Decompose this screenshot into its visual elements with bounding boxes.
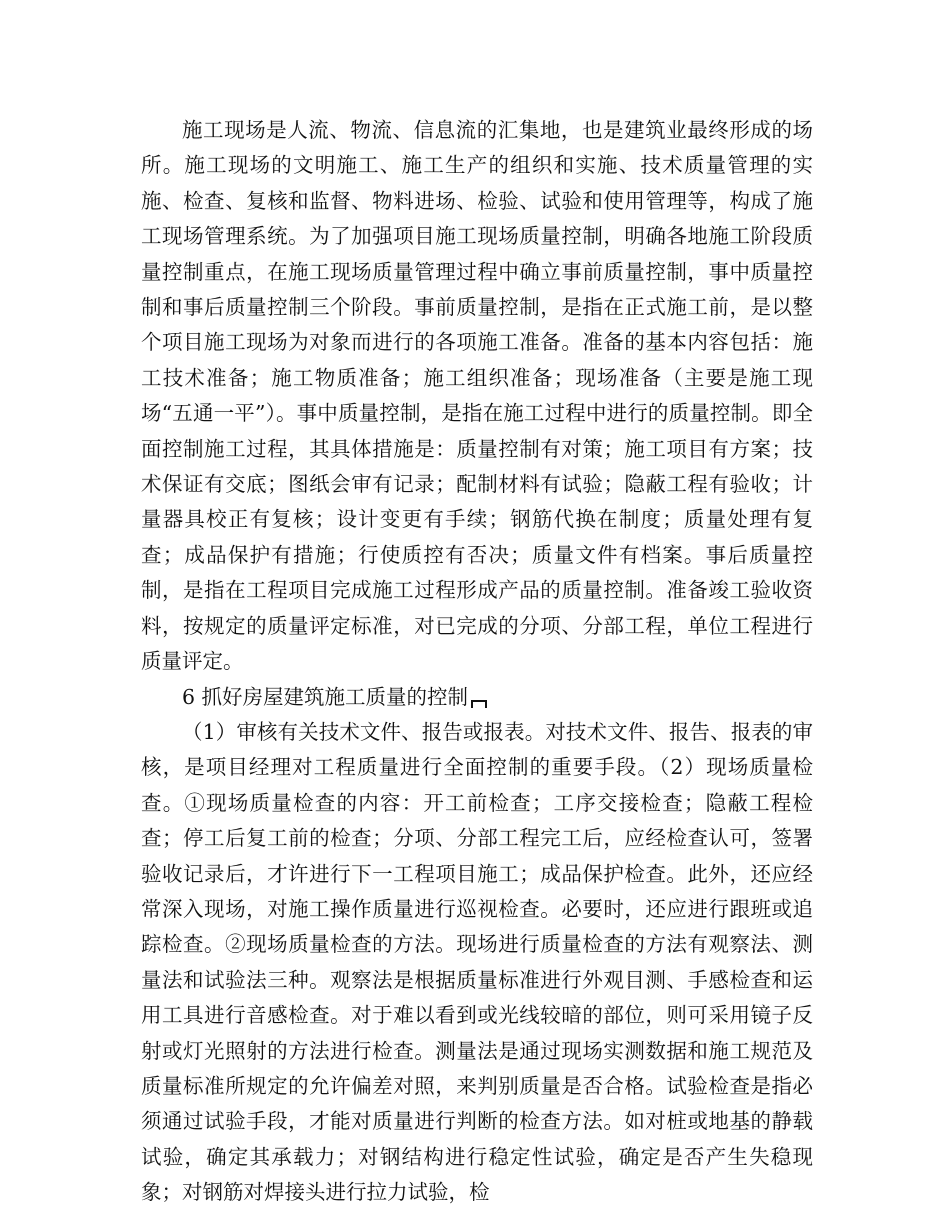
section-heading-text: 6 抓好房屋建筑施工质量的控制 xyxy=(182,684,469,709)
paragraph-site-quality-control: 施工现场是人流、物流、信息流的汇集地，也是建筑业最终形成的场所。施工现场的文明施工、施工生产的组织和实施、技术质量管理的实施、检查、复核和监督、物料进场、检验、试验和使用管理等，构成了施工现场管理系统。为了加强项目施工现场质量控制，明确各地施工阶段质量控制重点，在施工现场质量管理过程中确立事前质量控制，事中质量控制和事后质量控制三个阶段。事前质量控制，是指在正式施工前，是以整个项目施工现场为对象而进行的各项施工准备。准备的基本内容包括：施工技术准备；施工物质准备；施工组织准备；现场准备（主要是施工现场“五通一平”）。事中质量控制，是指在施工过程中进行的质量控制。即全面控制施工过程，其具体措施是：质量控制有对策；施工项目有方案；技术保证有交底；图纸会审有记录；配制材料有试验；隐蔽工程有验收；计量器具校正有复核；设计变更有手续；钢筋代换在制度；质量处理有复查；成品保护有措施；行使质控有否决；质量文件有档案。事后质量控制，是指在工程项目完成施工过程形成产品的质量控制。准备竣工验收资料，按规定的质量评定标准，对已完成的分项、分部工程，单位工程进行质量评定。 xyxy=(141,118,813,674)
paragraph-quality-inspection: （1）审核有关技术文件、报告或报表。对技术文件、报告、报表的审核，是项目经理对工程质量进行全面控制的重要手段。（2）现场质量检查。①现场质量检查的内容：开工前检查；工序交接检查；隐蔽工程检查；停工后复工前的检查；分项、分部工程完工后，应经检查认可，签署验收记录后，才许进行下一工程项目施工；成品保护检查。此外，还应经常深入现场，对施工操作质量进行巡视检查。必要时，还应进行跟班或追踪检查。②现场质量检查的方法。现场进行质量检查的方法有观察法、测量法和试验法三种。观察法是根据质量标准进行外观目测、手感检查和运用工具进行音感检查。对于难以看到或光线较暗的部位，则可采用镜子反射或灯光照射的方法进行检查。测量法是通过现场实测数据和施工规范及质量标准所规定的允许偏差对照，来判别质量是否合格。试验检查是指必须通过试验手段，才能对质量进行判断的检查方法。如对桩或地基的静载试验，确定其承载力；对钢结构进行稳定性试验，确定是否产生失稳现象；对钢筋对焊接头进行拉力试验，检 xyxy=(141,719,813,1205)
section-heading-6 xyxy=(141,680,813,715)
bracket-mark-icon xyxy=(471,700,487,708)
document-body xyxy=(141,113,813,1211)
